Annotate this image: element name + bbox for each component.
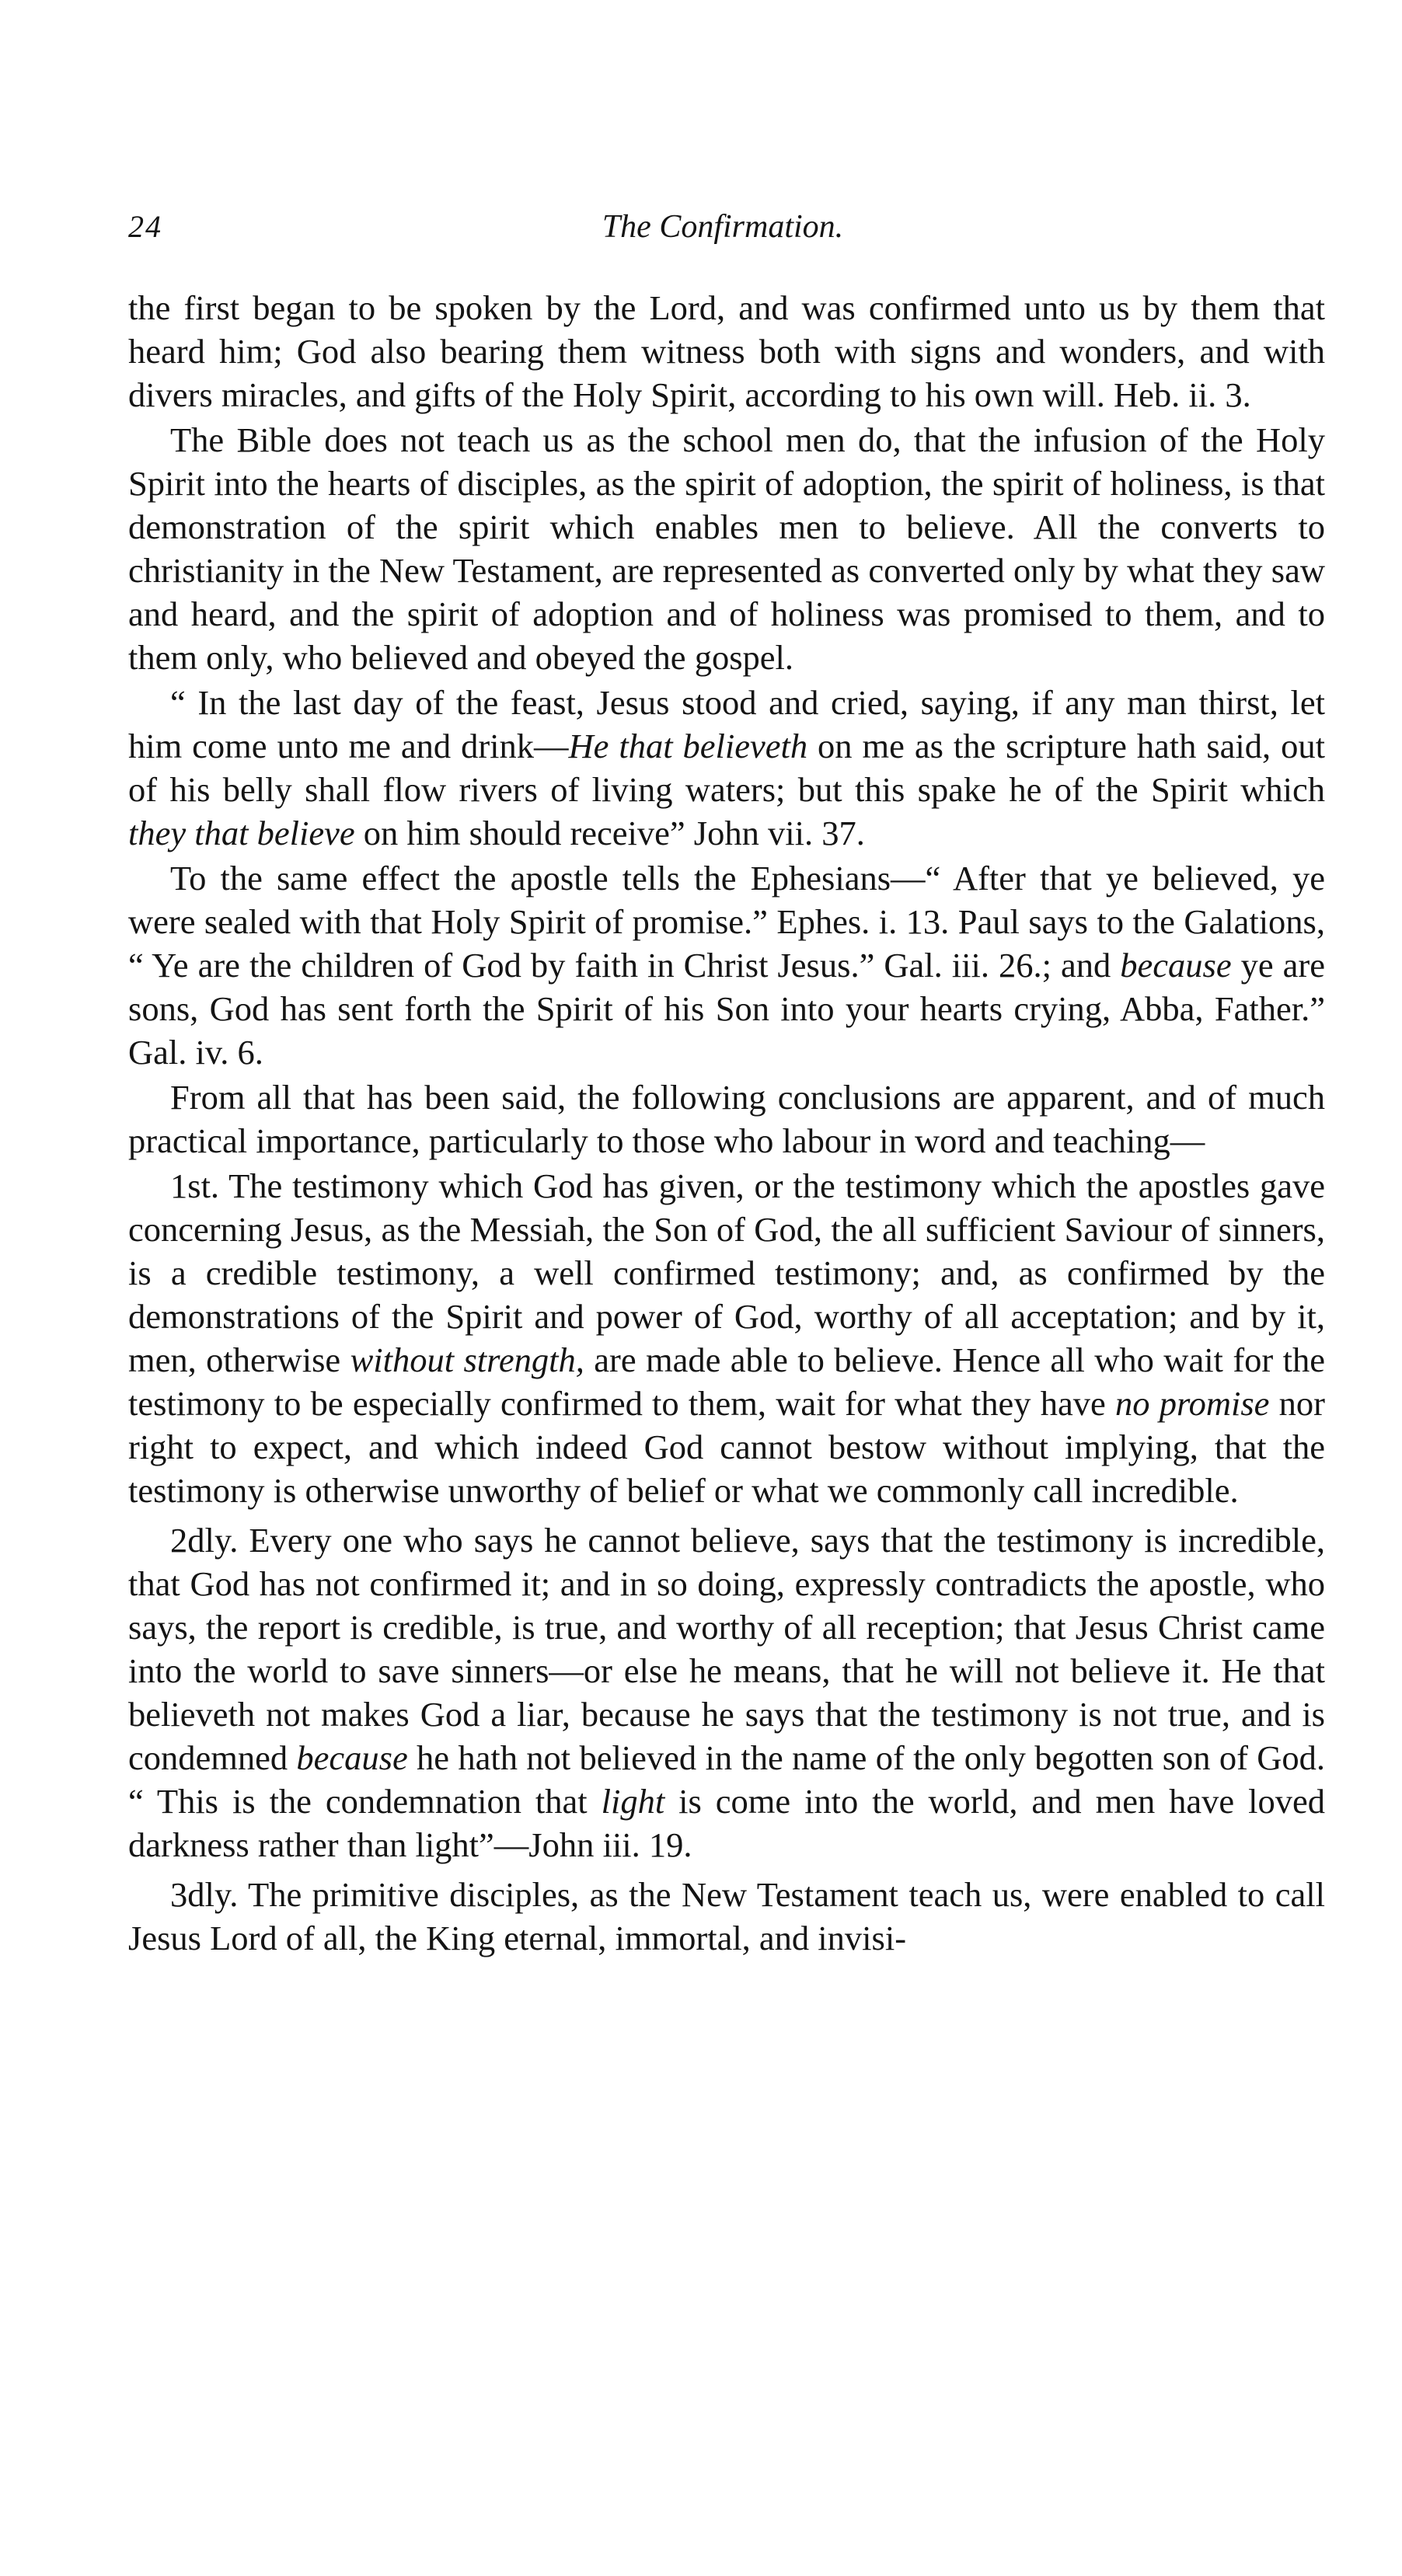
text-run: he hath not believed in the name of the only begotten son of God. “ This is the condemnation that: [128, 1738, 1325, 1821]
italic-text: no promise: [1114, 1384, 1270, 1423]
paragraph: [128, 1873, 1325, 1960]
running-title: The Confirmation.: [602, 209, 844, 245]
text-run: To the same effect the apostle tells the Ephesians—“ After that ye believed, ye were sealed with that Holy Spirit of promise.” Ephes. i. 13. Paul says to the Galations, “ Ye are the children of God by faith in Christ Jesus.” Gal. iii. 26.; and: [128, 859, 1325, 985]
text-run: on me as the scripture hath said, out of his belly shall flow rivers of living waters; but this spake he of the Spirit which: [128, 727, 1325, 809]
paragraph: [128, 1075, 1325, 1163]
text-run: on him should receive” John vii. 37.: [354, 814, 865, 852]
page-number: 24: [128, 209, 162, 244]
paragraph: [128, 286, 1325, 417]
italic-text: He that believeth: [568, 727, 808, 765]
italic-text: light: [601, 1782, 665, 1821]
italic-text: because: [296, 1738, 408, 1777]
italic-text: because: [1120, 946, 1232, 985]
text-run: From all that has been said, the following conclusions are apparent, and of much practical importance, particularly to those who labour in word and teaching—: [128, 1078, 1325, 1160]
italic-text: they that believe: [128, 814, 355, 852]
text-run: 3dly. The primitive disciples, as the New Testament teach us, were enabled to call Jesus Lord of all, the King eternal, immortal, and invisi-: [128, 1875, 1325, 1957]
text-run: ye are sons, God has sent forth the Spirit of his Son into your hearts crying, Abba, Father.” Gal. iv. 6.: [128, 946, 1326, 1072]
paragraph: [128, 418, 1325, 679]
paragraph: [128, 681, 1325, 855]
text-run: nor right to expect, and which indeed God cannot bestow without implying, that the testimony is otherwise unworthy of belief or what we commonly call incredible.: [128, 1384, 1325, 1510]
italic-text: without strength,: [350, 1340, 584, 1379]
text-run: is come into the world, and men have loved darkness rather than light”—John iii. 19.: [128, 1782, 1325, 1864]
text-run: The Bible does not teach us as the school men do, that the infusion of the Holy Spirit into the hearts of disciples, as the spirit of adoption, the spirit of holiness, is that demonstration of the spirit which enables men to believe. All the converts to christianity in the New Testament, are represented as converted only by what they saw and heard, and the spirit of adoption and of holiness was promised to them, and to them only, who believed and obeyed the gospel.: [128, 420, 1325, 677]
text-run: are made able to believe. Hence all who wait for the testimony to be especially confirmed to them, wait for what they have: [128, 1340, 1325, 1423]
paragraph: [128, 856, 1325, 1074]
page-header: [128, 208, 1317, 255]
text-run: 1st. The testimony which God has given, or the testimony which the apostles gave concerning Jesus, as the Messiah, the Son of God, the all sufficient Saviour of sinners, is a credible testimony, a well confirmed testimony; and, as confirmed by the demonstrations of the Spirit and power of God, worthy of all acceptation; and by it, men, otherwise: [128, 1166, 1325, 1379]
text-run: “ In the last day of the feast, Jesus stood and cried, saying, if any man thirst, let him come unto me and drink—: [128, 683, 1325, 765]
paragraph: [128, 1518, 1325, 1867]
text-run: the first began to be spoken by the Lord, and was confirmed unto us by them that heard him; God also bearing them witness both with signs and wonders, and with divers miracles, and gifts of the Holy Spirit, according to his own will. Heb. ii. 3.: [128, 288, 1325, 414]
paragraph: [128, 1164, 1325, 1512]
body-text: [128, 286, 1325, 1961]
text-run: 2dly. Every one who says he cannot believe, says that the testimony is incredible, that God has not confirmed it; and in so doing, expressly contradicts the apostle, who says, the report is credible, is true, and worthy of all reception; that Jesus Christ came into the world to save sinners—or else he means, that he will not believe it. He that believeth not makes God a liar, because he says that the testimony is not true, and is condemned: [128, 1521, 1325, 1777]
